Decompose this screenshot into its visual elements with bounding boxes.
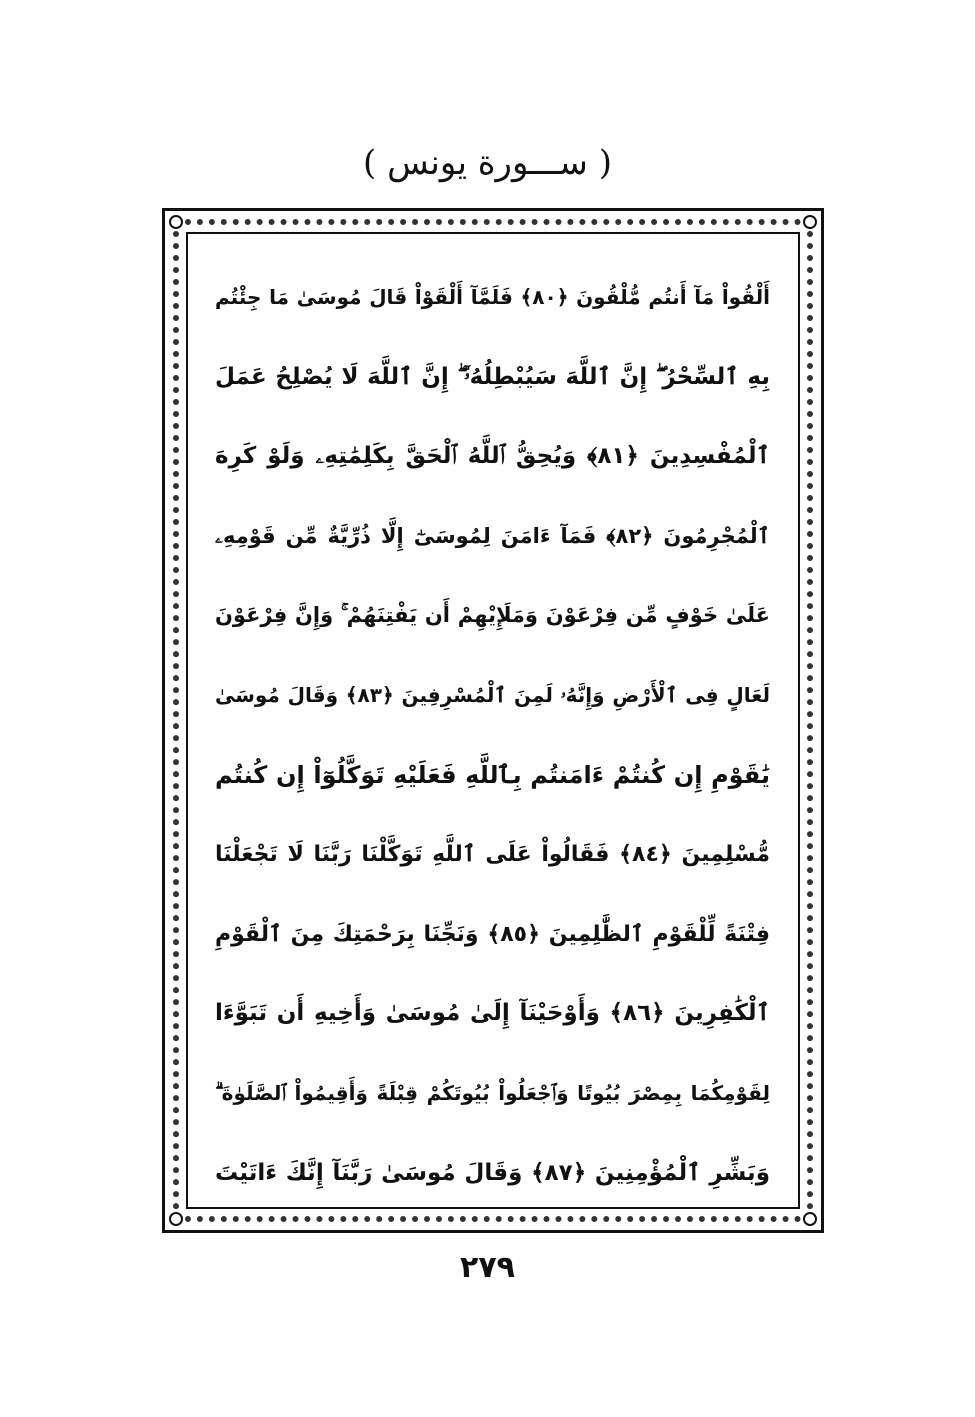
frame-corner-ornament: [803, 215, 817, 229]
verse-line: لَعَالٍ فِى ٱلْأَرْضِ وَإِنَّهُۥ لَمِنَ ٱلْمُسْرِفِينَ ﴿٨٣﴾ وَقَالَ مُوسَىٰ: [215, 682, 770, 707]
quran-text-block: [215, 258, 770, 1213]
verse-line: أَلْقُواْ مَآ أَنتُم مُّلْقُونَ ﴿٨٠﴾ فَلَمَّآ أَلْقَوْاْ قَالَ مُوسَىٰ مَا جِئْتُم: [215, 285, 770, 309]
verse-line: يَٰقَوْمِ إِن كُنتُمْ ءَامَنتُم بِٱللَّهِ فَعَلَيْهِ تَوَكَّلُوٓاْ إِن كُنتُم: [215, 760, 770, 789]
verse-line: ٱلْمُفْسِدِينَ ﴿٨١﴾ وَيُحِقُّ ٱللَّهُ ٱلْحَقَّ بِكَلِمَٰتِهِۦ وَلَوْ كَرِهَ: [215, 443, 770, 470]
verse-line: لِقَوْمِكُمَا بِمِصْرَ بُيُوتًا وَٱجْعَلُواْ بُيُوتَكُمْ قِبْلَةً وَأَقِيمُواْ ٱلصَّلَوٰةَ ۗ: [215, 1080, 770, 1105]
frame-corner-ornament: [169, 215, 183, 229]
frame-corner-ornament: [169, 1212, 183, 1226]
verse-line: عَلَىٰ خَوْفٍ مِّن فِرْعَوْنَ وَمَلَإِيْهِمْ أَن يَفْتِنَهُمْ ۚ وَإِنَّ فِرْعَوْنَ: [215, 603, 770, 628]
verse-line: ٱلْمُجْرِمُونَ ﴿٨٢﴾ فَمَآ ءَامَنَ لِمُوسَىٰٓ إِلَّا ذُرِّيَّةٌ مِّن قَوْمِهِۦ: [215, 523, 770, 548]
verse-line: فِتْنَةً لِّلْقَوْمِ ٱلظَّٰلِمِينَ ﴿٨٥﴾ وَنَجِّنَا بِرَحْمَتِكَ مِنَ ٱلْقَوْمِ: [215, 921, 770, 947]
verse-line: مُّسْلِمِينَ ﴿٨٤﴾ فَقَالُواْ عَلَى ٱللَّهِ تَوَكَّلْنَا رَبَّنَا لَا تَجْعَلْنَا: [215, 842, 770, 868]
frame-corner-ornament: [803, 1212, 817, 1226]
page-number: ٢٧٩: [460, 1250, 515, 1285]
verse-line: ٱلْكَٰفِرِينَ ﴿٨٦﴾ وَأَوْحَيْنَآ إِلَىٰ مُوسَىٰ وَأَخِيهِ أَن تَبَوَّءَا: [215, 1000, 770, 1027]
verse-line: وَبَشِّرِ ٱلْمُؤْمِنِينَ ﴿٨٧﴾ وَقَالَ مُوسَىٰ رَبَّنَآ إِنَّكَ ءَاتَيْتَ: [215, 1159, 770, 1186]
verse-line: بِهِ ٱلسِّحْرُ ۖ إِنَّ ٱللَّهَ سَيُبْطِلُهُۥٓ ۖ إِنَّ ٱللَّهَ لَا يُصْلِحُ عَمَلَ: [215, 363, 770, 390]
surah-title: ( ســـورة يونس ): [363, 143, 612, 183]
